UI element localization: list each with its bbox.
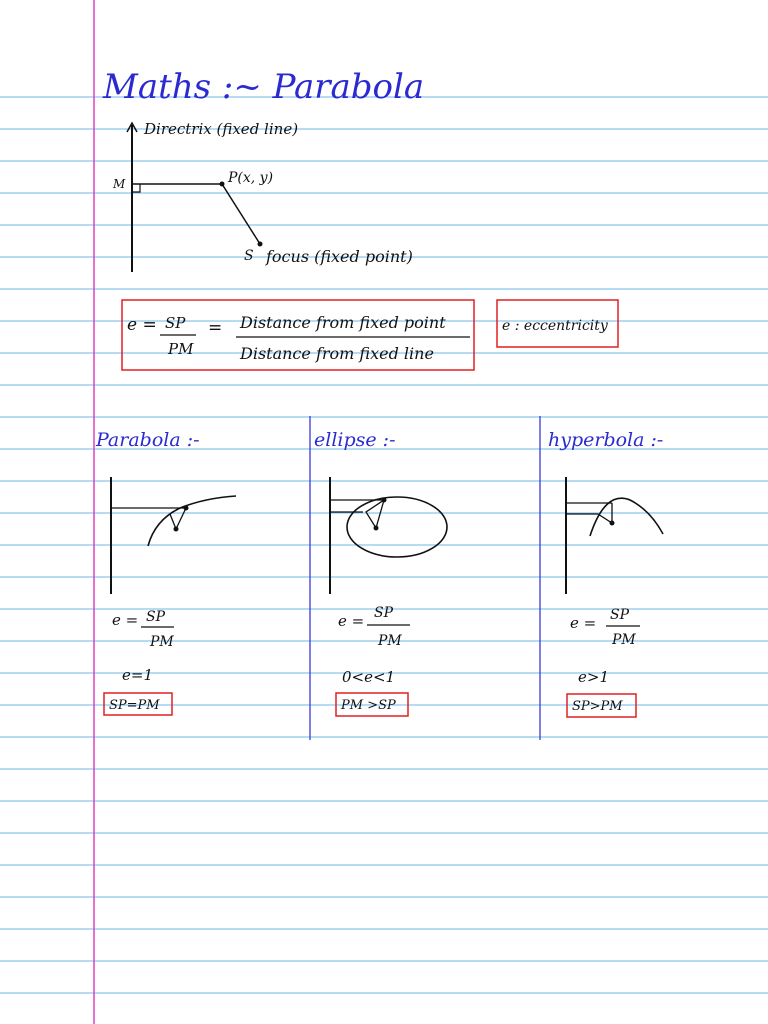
- ellipse-e-label: e =: [338, 612, 365, 630]
- formula-e: e =: [127, 315, 157, 335]
- ellipse-point-p: [382, 498, 387, 503]
- parabola-curve: [148, 496, 236, 546]
- eccentricity-note: e : eccentricity: [502, 318, 608, 334]
- parabola-heading: Parabola :-: [96, 429, 200, 451]
- formula-rhs-numerator: Distance from fixed point: [240, 313, 446, 332]
- focus-label: focus (fixed point): [266, 247, 413, 266]
- formula-pm: PM: [168, 340, 194, 358]
- point-s: [258, 242, 263, 247]
- directrix-label: Directrix (fixed line): [144, 120, 299, 138]
- ellipse-sp-lines: [366, 500, 384, 528]
- hyperbola-relation: SP>PM: [572, 699, 623, 714]
- hyperbola-heading: hyperbola :-: [548, 429, 664, 451]
- parabola-point-p: [184, 506, 189, 511]
- parabola-sp-lines: [170, 508, 186, 529]
- parabola-pm: PM: [150, 634, 174, 650]
- ellipse-curve: [347, 497, 447, 557]
- parabola-e-label: e =: [112, 611, 139, 629]
- s-label: S: [244, 248, 254, 264]
- hyperbola-sp: SP: [610, 607, 630, 623]
- m-label: M: [113, 177, 126, 191]
- ruled-lines: [0, 97, 768, 993]
- ellipse-focus: [374, 526, 379, 531]
- formula-equals: =: [208, 318, 223, 338]
- eccentricity-formula: [122, 300, 618, 370]
- ellipse-relation: PM >SP: [341, 698, 396, 713]
- parabola-relation: SP=PM: [109, 698, 160, 713]
- parabola-focus: [174, 527, 179, 532]
- hyperbola-column: [548, 429, 663, 717]
- hyperbola-curve: [590, 498, 663, 536]
- parabola-sp: SP: [146, 609, 166, 625]
- hyperbola-e-label: e =: [570, 614, 597, 632]
- ellipse-sp: SP: [374, 605, 394, 621]
- ellipse-condition: 0<e<1: [342, 668, 396, 686]
- p-label: P(x, y): [228, 170, 274, 186]
- hyperbola-focus: [610, 521, 615, 526]
- hyperbola-pm: PM: [612, 632, 636, 648]
- ellipse-heading: ellipse :-: [314, 429, 396, 451]
- directrix-diagram: [112, 120, 413, 272]
- ellipse-pm: PM: [378, 633, 402, 649]
- right-angle-mark: [132, 184, 140, 192]
- parabola-condition: e=1: [122, 666, 153, 684]
- hyperbola-condition: e>1: [578, 668, 609, 686]
- formula-sp: SP: [165, 314, 186, 332]
- page-title: Maths :~ Parabola: [103, 67, 425, 107]
- parabola-column: [95, 429, 236, 715]
- formula-rhs-denominator: Distance from fixed line: [240, 344, 434, 363]
